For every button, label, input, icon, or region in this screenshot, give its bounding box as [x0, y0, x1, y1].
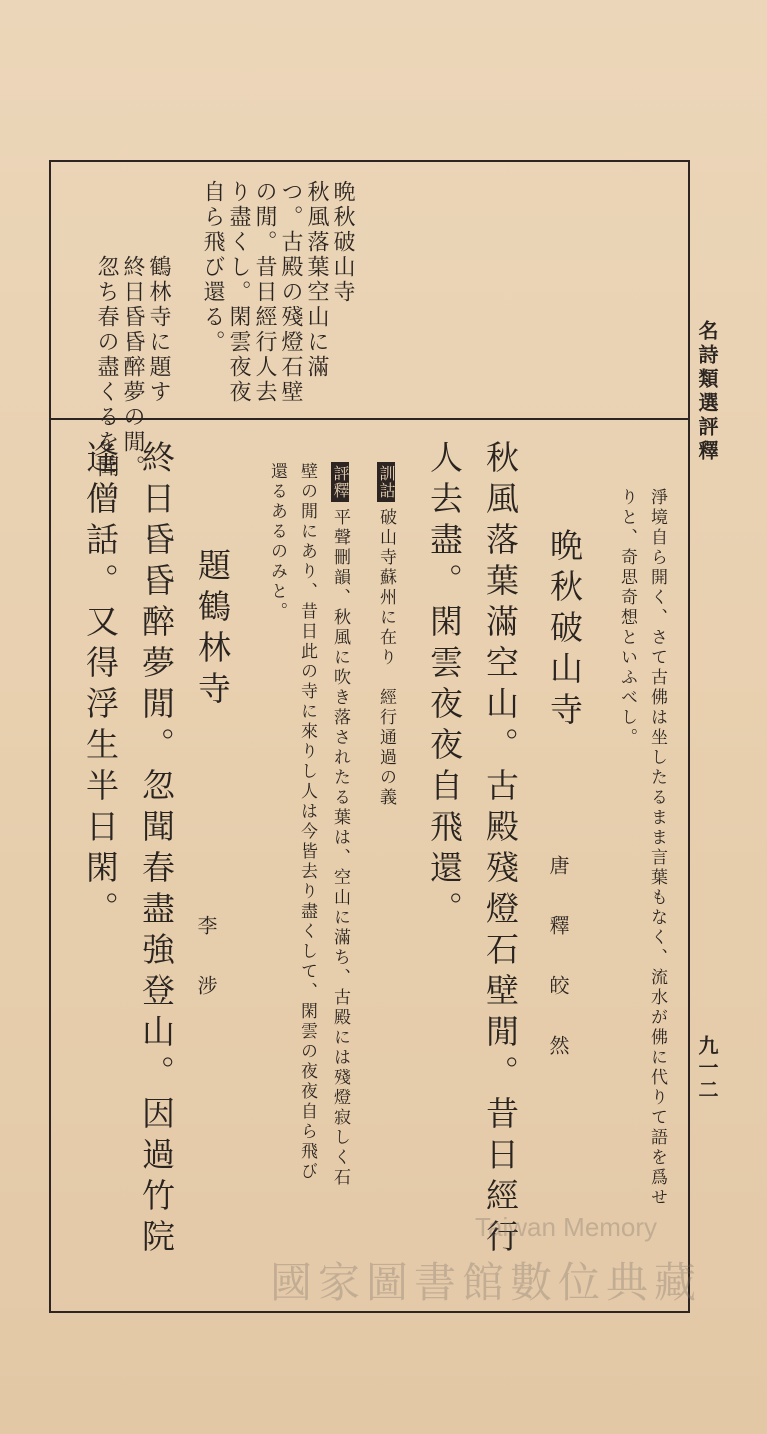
- watermark-chinese: 國家圖書館數位典藏: [270, 1258, 703, 1307]
- intro-text: 淨境自ら開く、さて古佛は坐したるまま言葉もなく、流水が佛に代りて語を爲せ: [647, 488, 667, 1208]
- note-label: 訓詁: [377, 462, 395, 502]
- top-line: 終日昏昏醉夢の閒。: [120, 255, 145, 480]
- comment-label: 評釋: [331, 462, 349, 502]
- poem-author: 李涉: [194, 915, 218, 1035]
- top-title-1: 晩秋破山寺: [330, 180, 355, 305]
- poem-title: 晩秋破山寺: [545, 528, 584, 733]
- top-line: 忽ち春の盡くるを聞: [94, 255, 119, 480]
- frame-divider: [49, 418, 690, 420]
- comment-text: 還るあるのみと。: [267, 462, 287, 622]
- top-title-2: 鶴林寺に題す: [146, 255, 171, 405]
- top-line: つ。古殿の殘燈石壁: [278, 180, 303, 405]
- poem-title: 題鶴林寺: [193, 548, 232, 712]
- poem-line: 逢僧話。又得浮生半日閑。: [81, 440, 120, 932]
- comment-section: [331, 462, 349, 1188]
- poem-line: 秋風落葉滿空山。古殿殘燈石壁閒。昔日經行: [481, 440, 520, 1260]
- poem-author: 唐釋皎然: [546, 855, 570, 1095]
- top-line: 秋風落葉空山に滿: [304, 180, 329, 380]
- note-section: [377, 462, 395, 808]
- poem-line: 終日昏昏醉夢閒。忽聞春盡強登山。因過竹院: [137, 440, 176, 1260]
- intro-text: りと、奇思奇想といふべし。: [617, 488, 637, 748]
- page-number: 九一二: [695, 1035, 719, 1101]
- poem-line: 人去盡。閑雲夜夜自飛還。: [425, 440, 464, 932]
- watermark-english: Taiwan Memory: [475, 1212, 658, 1242]
- comment-text: 平聲刪韻、秋風に吹き落されたる葉は、空山に滿ち、古殿には殘燈寂しく石: [330, 508, 350, 1188]
- note-text: 破山寺蘇州に在り 經行通過の義: [376, 508, 396, 808]
- top-line: 自ら飛び還る。: [200, 180, 225, 355]
- top-line: の閒。昔日經行人去: [252, 180, 277, 405]
- comment-text: 壁の閒にあり、昔日此の寺に來りし人は今皆去り盡くして、閑雲の夜夜自ら飛び: [297, 462, 317, 1182]
- top-line: り盡くし。閑雲夜夜: [226, 180, 251, 405]
- book-title-header: 名詩類選評釋: [695, 320, 719, 464]
